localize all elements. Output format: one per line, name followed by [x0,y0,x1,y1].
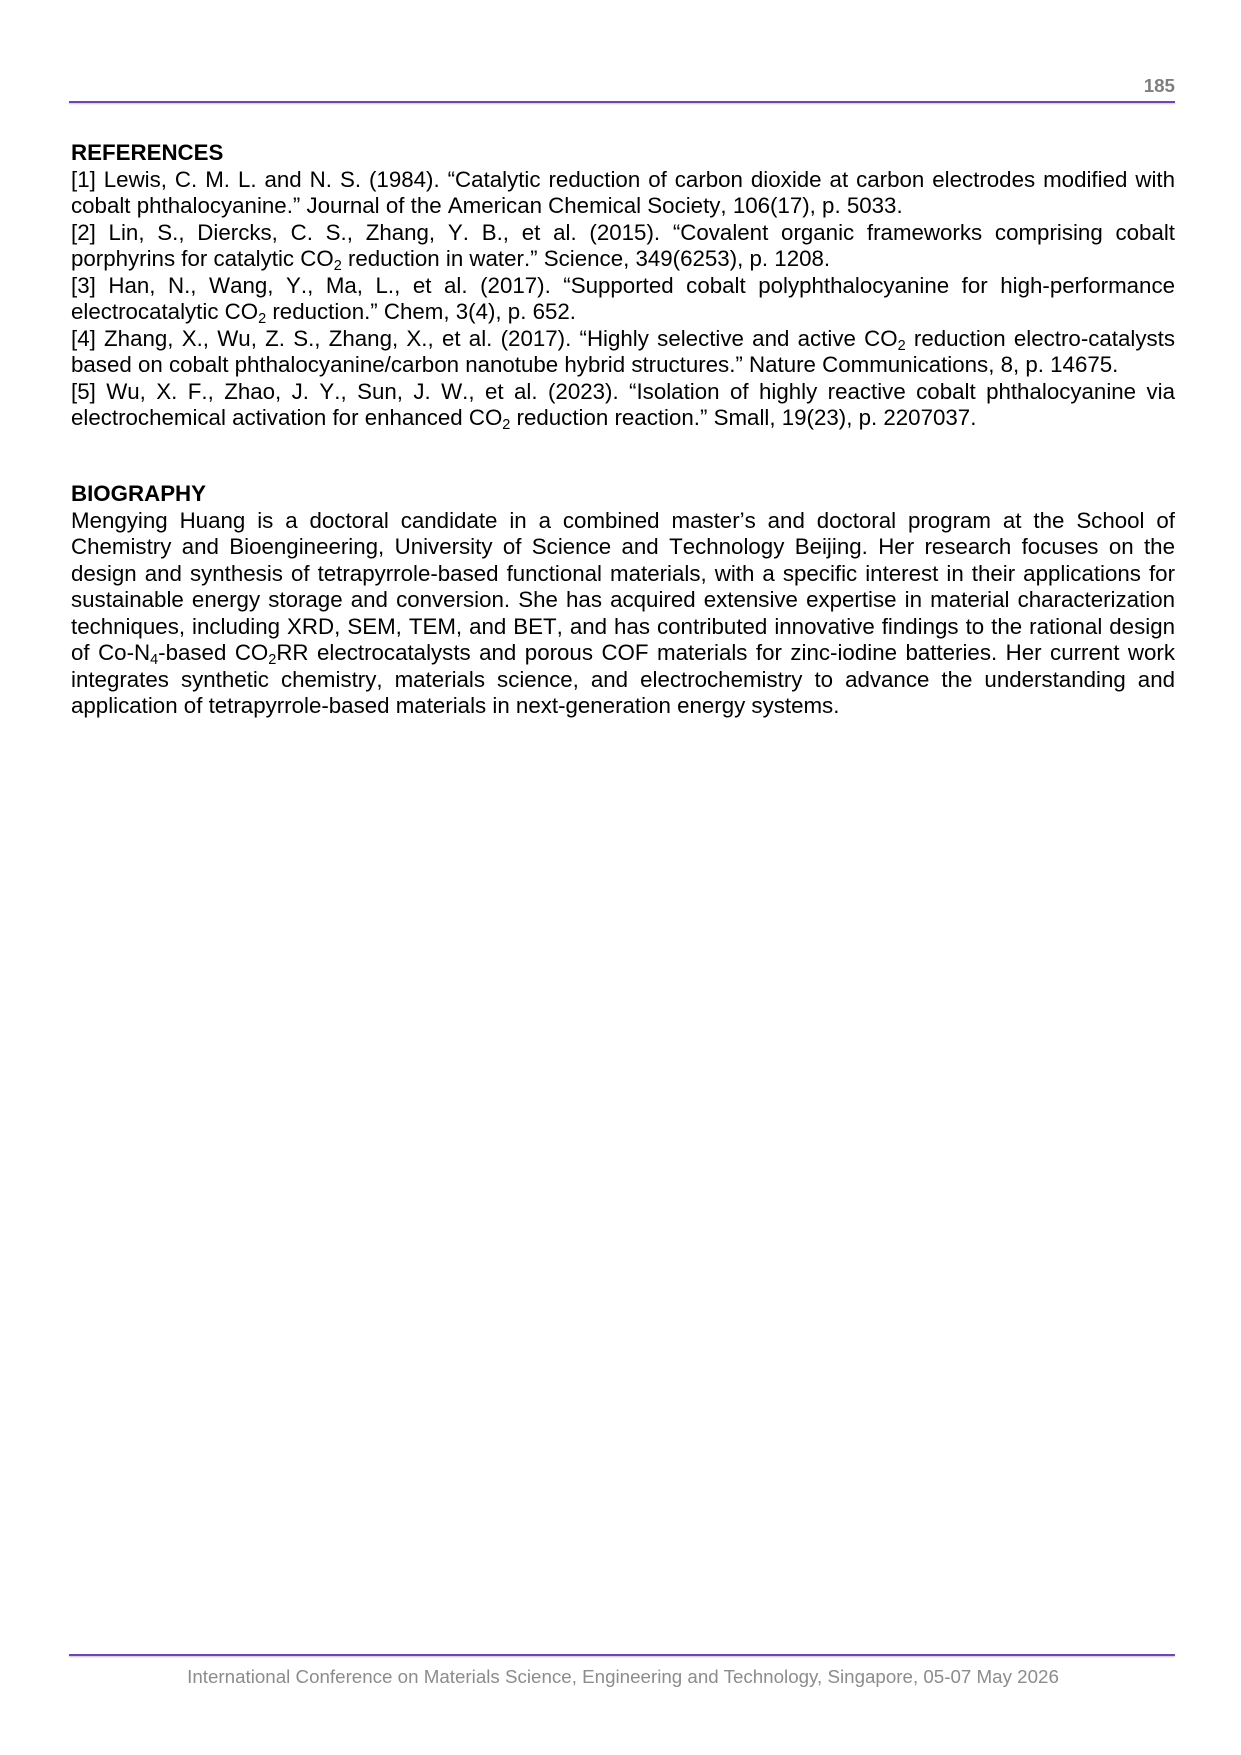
text-run: electrochemical activation for enhanced CO [71,405,503,430]
biography-line [71,534,1175,561]
text-run: [4] Zhang, X., Wu, Z. S., Zhang, X., et al. (2017). “Highly selective and active CO [71,325,898,351]
reference-line [71,246,1175,273]
biography-line [71,614,1175,641]
text-run: cobalt phthalocyanine.” Journal of the American Chemical Society, 106(17), p. 5033. [71,193,903,218]
reference-line [71,167,1175,194]
biography-line [71,640,1175,667]
text-run: based on cobalt phthalocyanine/carbon nanotube hybrid structures.” Nature Communications, 8, p. 14675. [71,352,1119,377]
text-run: integrates synthetic chemistry, materials science, and electrochemistry to advance the understanding and [71,666,1175,692]
footer-conference-text: International Conference on Materials Science, Engineering and Technology, Singapore, 05-07 May 2026 [187,1666,1059,1687]
header-rule [69,101,1175,103]
biography-line [71,587,1175,614]
subscript: 2 [333,258,342,275]
reference-item [71,220,1175,273]
text-run: [5] Wu, X. F., Zhao, J. Y., Sun, J. W., et al. (2023). “Isolation of highly reactive cobalt phthalocyanine via [71,378,1175,404]
reference-line [71,326,1175,353]
subscript: 2 [897,337,906,354]
text-run: reduction reaction.” Small, 19(23), p. 2207037. [510,405,977,430]
text-run: sustainable energy storage and conversion. She has acquired extensive expertise in material characterization [71,587,1175,612]
text-run: [2] Lin, S., Diercks, C. S., Zhang, Y. B., et al. (2015). “Covalent organic frameworks comprising cobalt [71,219,1175,245]
reference-item [71,326,1175,379]
text-run: -based CO [158,640,269,665]
text-run: [1] Lewis, C. M. L. and N. S. (1984). “Catalytic reduction of carbon dioxide at carbon electrodes modified with [71,166,1175,192]
reference-line [71,273,1175,300]
reference-line [71,220,1175,247]
text-run: techniques, including XRD, SEM, TEM, and BET, and has contributed innovative findings to the rational design [71,613,1175,639]
text-run: reduction in water.” Science, 349(6253), p. 1208. [341,246,831,271]
page-number: 185 [1143,75,1175,96]
reference-item [71,167,1175,220]
biography-line [71,667,1175,694]
text-run: application of tetrapyrrole-based materials in next-generation energy systems. [71,693,840,718]
reference-item [71,379,1175,432]
text-run: reduction electro-catalysts [905,325,1175,351]
biography-line [71,693,1175,720]
biography-heading: BIOGRAPHY [71,481,207,506]
text-run: reduction.” Chem, 3(4), p. 652. [266,299,576,324]
biography-line [71,561,1175,588]
text-run: electrocatalytic CO [71,299,259,324]
text-run: Mengying Huang is a doctoral candidate in a combined master’s and doctoral program at the School of [71,507,1175,533]
biography-section [71,481,1175,720]
text-run: RR electrocatalysts and porous COF materials for zinc-iodine batteries. Her current work [276,640,1175,665]
footer-rule [69,1654,1175,1656]
reference-line [71,379,1175,406]
subscript: 2 [268,652,277,669]
subscript: 2 [258,311,267,328]
subscript: 4 [150,652,159,669]
biography-line [71,508,1175,535]
reference-line [71,405,1175,432]
references-section [71,140,1175,432]
text-run: porphyrins for catalytic CO [71,246,334,271]
text-run: of Co-N [71,640,151,665]
reference-line [71,352,1175,379]
references-heading: REFERENCES [71,140,224,165]
text-run: Chemistry and Bioengineering, University of Science and Technology Beijing. Her research focuses on the [71,534,1175,559]
reference-line [71,299,1175,326]
biography-paragraph [71,508,1175,720]
subscript: 2 [502,417,511,434]
reference-item [71,273,1175,326]
text-run: [3] Han, N., Wang, Y., Ma, L., et al. (2017). “Supported cobalt polyphthalocyanine for high-performance [71,272,1175,298]
text-run: design and synthesis of tetrapyrrole-based functional materials, with a specific interest in their applications for [71,560,1175,586]
reference-line [71,193,1175,220]
